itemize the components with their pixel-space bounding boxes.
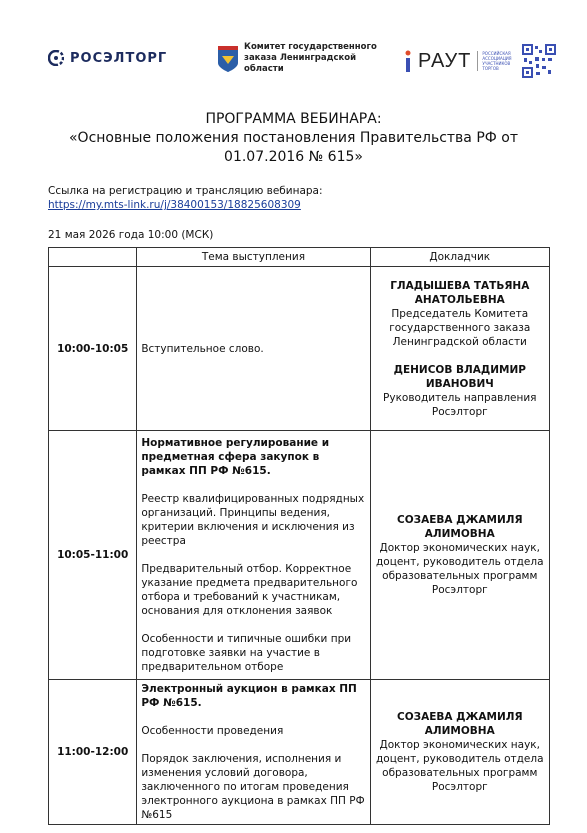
column-header-topic: Тема выступления (137, 248, 370, 267)
logo-bar (0, 40, 587, 90)
registration-link[interactable]: https://my.mts-link.ru/j/38400153/18825608309 (48, 199, 301, 211)
topic-cell (137, 267, 370, 431)
topic-text: Особенности и типичные ошибки при подготовке заявки на участие в предварительном отборе (141, 633, 352, 673)
qr-code-icon (522, 44, 556, 78)
speaker-cell (370, 680, 549, 825)
registration-label: Ссылка на регистрацию и трансляцию вебинара: (48, 185, 323, 197)
webinar-date: 21 мая 2026 года 10:00 (МСК) (48, 229, 214, 241)
raut-mark-icon (404, 49, 412, 73)
roseltorg-icon (48, 50, 64, 66)
raut-wordmark: РАУТ (418, 49, 472, 72)
topic-cell (137, 680, 370, 825)
speaker-name: СОЗАЕВА ДЖАМИЛЯ АЛИМОВНА (396, 711, 523, 737)
table-row (49, 431, 550, 680)
roseltorg-logo (48, 50, 167, 66)
topic-text: Вступительное слово. (141, 342, 264, 355)
raut-subtitle: РОССИЙСКАЯ АССОЦИАЦИЯ УЧАСТНИКОВ ТОРГОВ (477, 51, 518, 71)
speaker-name: ДЕНИСОВ ВЛАДИМИР ИВАНОВИЧ (393, 363, 526, 390)
topic-text: Предварительный отбор. Корректное указание предмета предварительного отбора и требований к участникам, основания для отклонения заявок (141, 563, 358, 617)
topic-text: Особенности проведения (141, 725, 284, 737)
speaker-name: СОЗАЕВА ДЖАМИЛЯ АЛИМОВНА (396, 514, 523, 540)
program-heading: ПРОГРАММА ВЕБИНАРА: (205, 111, 382, 127)
speaker-position: Председатель Комитета государственного заказа Ленинградской области (389, 307, 531, 348)
coat-of-arms-icon (218, 46, 238, 72)
webinar-title: «Основные положения постановления Правительства РФ от 01.07.2016 № 615» (68, 130, 519, 165)
raut-logo (404, 44, 556, 78)
speaker-position: Доктор экономических наук, доцент, руководитель отдела образовательных программ Росэлторг (376, 542, 544, 596)
roseltorg-wordmark: РОСЭЛТОРГ (70, 50, 168, 66)
program-table (48, 247, 550, 825)
speaker-position: Руководитель направления Росэлторг (383, 391, 537, 418)
table-row (49, 680, 550, 825)
speaker-cell (370, 431, 549, 680)
time-cell: 10:05-11:00 (49, 431, 137, 680)
speaker-cell (370, 267, 549, 431)
topic-cell (137, 431, 370, 680)
topic-heading: Нормативное регулирование и предметная сфера закупок в рамках ПП РФ №615. (141, 437, 330, 477)
column-header-speaker: Докладчик (370, 248, 549, 267)
committee-name: Комитет государственного заказа Ленинградской области (244, 42, 377, 74)
table-header-row (49, 248, 550, 267)
registration-block (48, 184, 323, 212)
committee-logo (218, 42, 384, 75)
speaker-name: ГЛАДЫШЕВА ТАТЬЯНА АНАТОЛЬЕВНА (390, 279, 530, 306)
table-row (49, 267, 550, 431)
speaker-position: Доктор экономических наук, доцент, руководитель отдела образовательных программ Росэлторг (376, 739, 544, 793)
time-cell: 11:00-12:00 (49, 680, 137, 825)
topic-text: Реестр квалифицированных подрядных организаций. Принципы ведения, критерии включения и исключения из реестра (141, 493, 365, 547)
time-cell: 10:00-10:05 (49, 267, 137, 431)
topic-heading: Электронный аукцион в рамках ПП РФ №615. (141, 683, 357, 709)
topic-text: Порядок заключения, исполнения и изменения условий договора, заключенного по итогам проведения электронного аукциона в рамках ПП РФ №615 (141, 753, 365, 821)
column-header-time (49, 248, 137, 267)
